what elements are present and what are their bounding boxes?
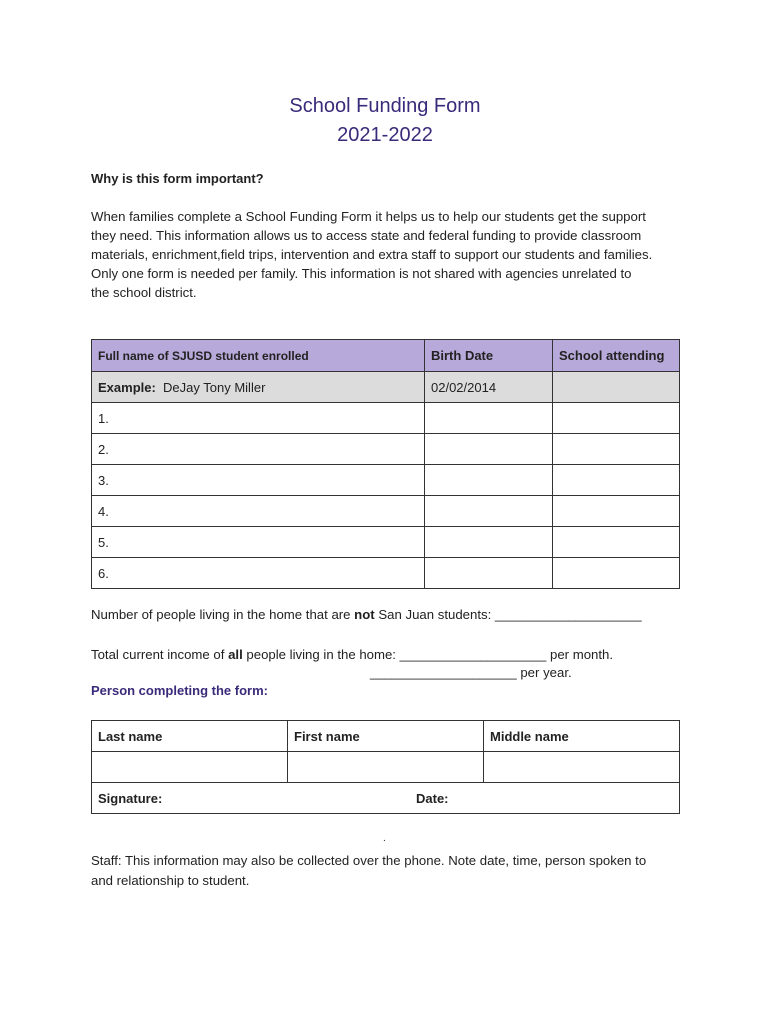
header-school-attending: School attending [553,340,680,372]
student-birth-date-field[interactable] [425,558,553,589]
first-name-field[interactable] [288,752,484,783]
not-students-line[interactable] [91,607,642,622]
header-birth-date: Birth Date [425,340,553,372]
paragraph-line: Only one form is needed per family. This information is not shared with agencies unrelated to [91,266,632,281]
paragraph-line: When families complete a School Funding Form it helps us to help our students get the support [91,209,646,224]
student-row [92,558,680,589]
header-first-name: First name [288,721,484,752]
not-students-pre: Number of people living in the home that are [91,607,355,622]
signature-label: Signature: [98,790,163,806]
student-school-field[interactable] [553,496,680,527]
staff-note-line: and relationship to student. [91,873,250,888]
student-row [92,403,680,434]
example-school [553,372,680,403]
person-input-row [92,752,680,783]
form-year: 2021-2022 [337,124,433,146]
income-line[interactable] [91,647,613,662]
intro-paragraph [91,207,691,302]
student-name-field[interactable]: 2. [92,434,425,465]
staff-note [91,851,691,891]
student-name-field[interactable]: 6. [92,558,425,589]
income-pre: Total current income of [91,647,229,662]
student-name-field[interactable]: 5. [92,527,425,558]
person-heading: Person completing the form: [91,683,268,698]
header-last-name: Last name [92,721,288,752]
dot-mark: . [383,833,386,844]
student-row [92,496,680,527]
example-birth-date: 02/02/2014 [425,372,553,403]
student-birth-date-field[interactable] [425,496,553,527]
not-students-post: San Juan students: ____________________ [374,607,642,622]
staff-note-line: Staff: This information may also be collected over the phone. Note date, time, person spoken to [91,853,647,868]
signature-field[interactable] [92,783,680,814]
student-row [92,465,680,496]
form-title: School Funding Form [289,95,481,117]
student-row [92,527,680,558]
paragraph-line: materials, enrichment,field trips, intervention and extra staff to support our students and families. [91,247,653,262]
income-per-year-line[interactable]: ____________________ per year. [370,665,572,680]
person-table [91,720,680,814]
student-birth-date-field[interactable] [425,434,553,465]
middle-name-field[interactable] [484,752,680,783]
student-school-field[interactable] [553,527,680,558]
example-label: Example: [98,379,156,395]
student-school-field[interactable] [553,434,680,465]
student-school-field[interactable] [553,465,680,496]
all-word: all [228,647,243,662]
student-name-field[interactable]: 4. [92,496,425,527]
student-row [92,434,680,465]
students-table [91,339,680,589]
student-birth-date-field[interactable] [425,403,553,434]
last-name-field[interactable] [92,752,288,783]
header-full-name: Full name of SJUSD student enrolled [92,340,425,372]
student-school-field[interactable] [553,558,680,589]
student-name-field[interactable]: 3. [92,465,425,496]
paragraph-line: the school district. [91,285,197,300]
income-post: people living in the home: ____________________ per month. [242,647,614,662]
person-header-row [92,721,680,752]
student-school-field[interactable] [553,403,680,434]
signature-row [92,783,680,814]
not-word: not [354,607,375,622]
paragraph-line: they need. This information allows us to access state and federal funding to provide classroom [91,228,642,243]
header-middle-name: Middle name [484,721,680,752]
student-name-field[interactable]: 1. [92,403,425,434]
student-birth-date-field[interactable] [425,465,553,496]
date-label: Date: [416,791,449,806]
students-header-row [92,340,680,372]
student-birth-date-field[interactable] [425,527,553,558]
question-heading: Why is this form important? [91,171,264,186]
example-name-cell [92,372,425,403]
example-row [92,372,680,403]
example-name: DeJay Tony Miller [163,379,266,395]
